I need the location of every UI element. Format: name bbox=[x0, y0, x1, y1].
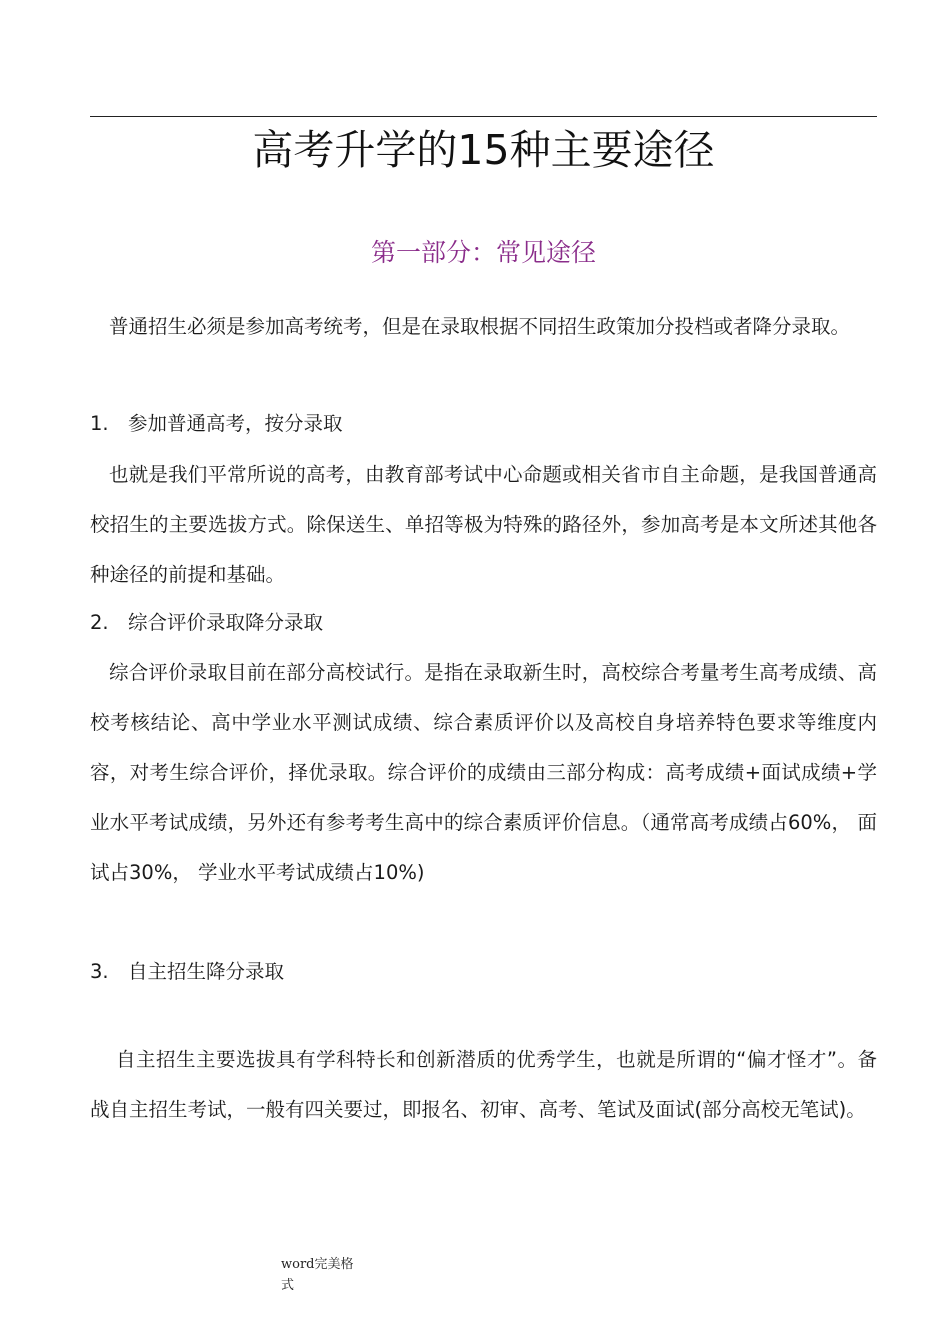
section-heading: 第一部分：常见途径 bbox=[370, 238, 596, 267]
list-item-3-heading bbox=[90, 957, 284, 987]
intro-paragraph: 普通招生必须是参加高考统考，但是在录取根据不同招生政策加分投档或者降分录取。 bbox=[109, 315, 851, 338]
list-heading-text: 自主招生降分录取 bbox=[128, 960, 285, 983]
list-item-3-body: 自主招生主要选拔具有学科特长和创新潜质的优秀学生，也就是所谓的“偏才怪才”。备战自主招生考试，一般有四关要过，即报名、初审、高考、笔试及面试(部分高校无笔试)。 bbox=[90, 1048, 877, 1121]
list-number: 3. bbox=[90, 960, 109, 983]
footer-note: word完美格式 bbox=[281, 1257, 354, 1293]
list-item-1-body: 也就是我们平常所说的高考，由教育部考试中心命题或相关省市自主命题，是我国普通高校招生的主要选拔方式。除保送生、单招等极为特殊的路径外，参加高考是本文所述其他各种途径的前提和基础。 bbox=[90, 463, 877, 586]
list-heading-text: 综合评价录取降分录取 bbox=[128, 611, 324, 634]
document-title: 高考升学的15种主要途径 bbox=[252, 126, 715, 174]
list-item-2-heading bbox=[90, 608, 323, 638]
list-item-1-heading bbox=[90, 409, 343, 439]
header-rule bbox=[90, 116, 877, 117]
list-heading-text: 参加普通高考，按分录取 bbox=[128, 412, 343, 435]
list-number: 2. bbox=[90, 611, 109, 634]
list-number: 1. bbox=[90, 412, 109, 435]
list-item-2-body: 综合评价录取目前在部分高校试行。是指在录取新生时，高校综合考量考生高考成绩、高校考核结论、高中学业水平测试成绩、综合素质评价以及高校自身培养特色要求等维度内容，对考生综合评价，择优录取。综合评价的成绩由三部分构成：高考成绩+面试成绩+学业水平考试成绩，另外还有参考考生高中的综合素质评价信息。（通常高考成绩占60%， 面试占30%， 学业水平考试成绩占10%) bbox=[90, 661, 877, 884]
